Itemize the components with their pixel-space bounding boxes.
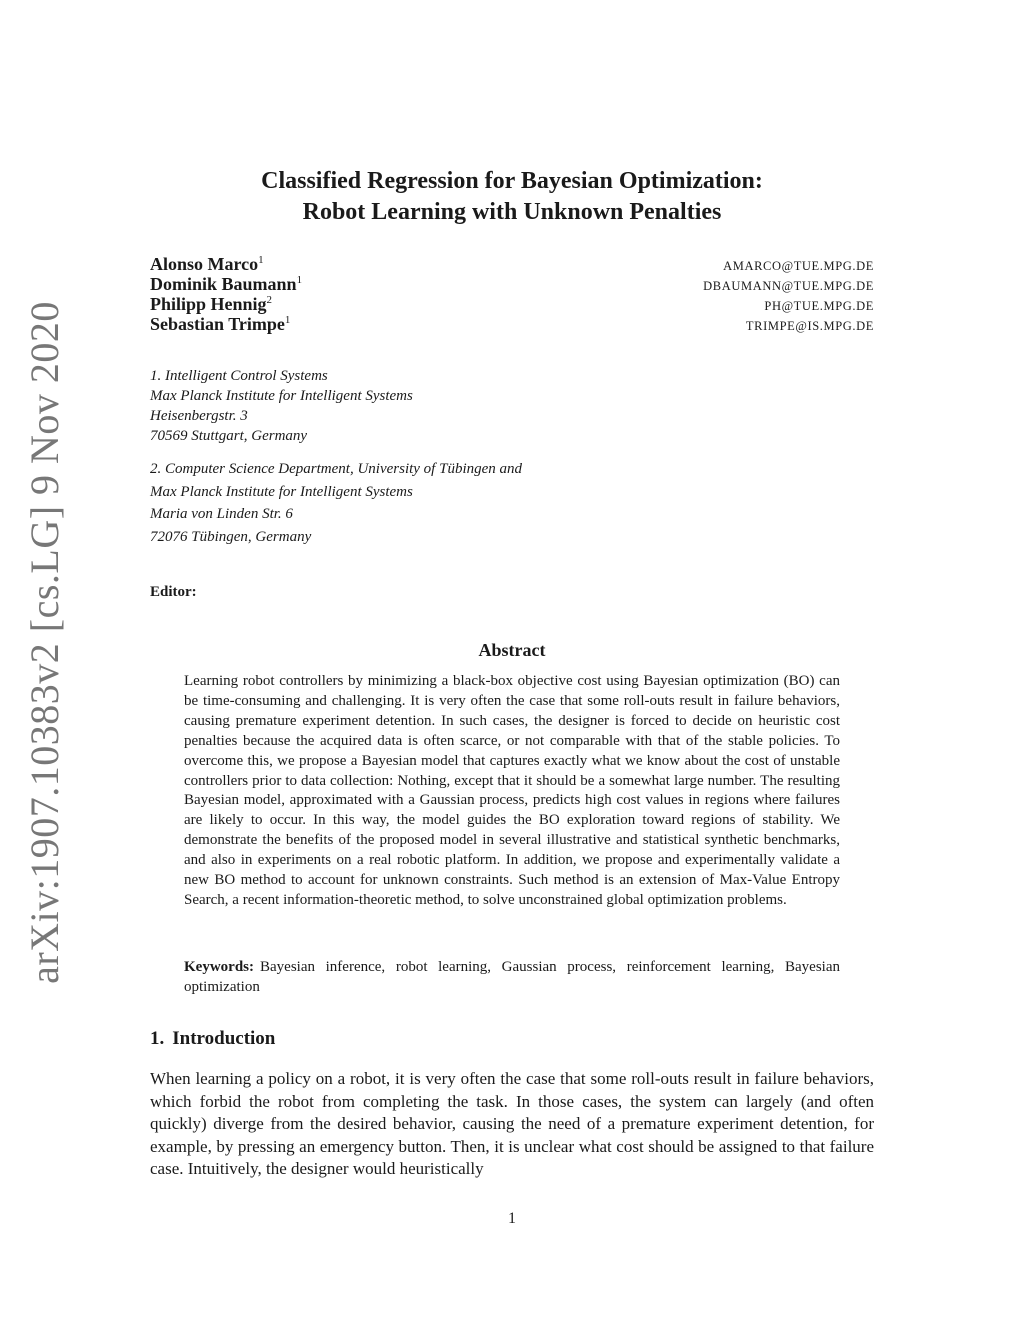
affiliation-2 [150, 458, 522, 548]
introduction-text: When learning a policy on a robot, it is very often the case that some roll-outs result in failure behaviors, which forbid the robot from completing the task. In those cases, the system can largely (and often quickly) diverge from the desired behavior, causing the need of a premature experiment detention, for example, by pressing an emergency button. Then, it is unclear what cost should be assigned to that failure case. Intuitively, the designer would heuristically [150, 1069, 874, 1179]
arxiv-identifier [8, 300, 80, 984]
section-number: 1. [150, 1028, 165, 1049]
affiliation-mark: 1 [284, 314, 291, 326]
author-email: PH@TUE.MPG.DE [764, 299, 874, 313]
title-line-2: Robot Learning with Unknown Penalties [302, 199, 722, 225]
abstract-heading: Abstract [478, 640, 546, 660]
author-email: DBAUMANN@TUE.MPG.DE [703, 279, 874, 293]
keywords [184, 957, 840, 997]
title-line-1: Classified Regression for Bayesian Optimization: [261, 168, 763, 194]
abstract-text: Learning robot controllers by minimizing a black-box objective cost using Bayesian optimization (BO) can be time-consuming and challenging. It is very often the case that some roll-outs result in failure behaviors, causing premature experiment detention. In such cases, the designer is forced to decide on heuristic cost penalties because the acquired data is often scarce, or not comparable with that of the stable policies. To overcome this, we propose a Bayesian model that captures exactly what we know about the cost of unstable controllers prior to data collection: Nothing, except that it should be a somewhat large number. The resulting Bayesian model, approximated with a Gaussian process, predicts high cost values in regions where failures are likely to occur. In this way, the model guides the BO exploration toward regions of stability. We demonstrate the benefits of the proposed model in several illustrative and statistical synthetic benchmarks, and also in experiments on a real robotic platform. In addition, we propose and experimentally validate a new BO method to account for unknown constraints. Such method is an extension of Max-Value Entropy Search, a recent information-theoretic method, to solve unconstrained global optimization problems. [184, 673, 840, 908]
author-row [150, 294, 874, 314]
affiliation-line: Maria von Linden Str. 6 [150, 506, 293, 522]
author-name: Philipp Hennig$^2$ [150, 294, 273, 314]
keywords-text: Bayesian inference, robot learning, Gaussian process, reinforcement learning, Bayesian optimization [184, 959, 840, 995]
author-email: TRIMPE@IS.MPG.DE [745, 319, 874, 333]
arxiv-identifier-text: arXiv:1907.10383v2 [cs.LG] 9 Nov 2020 [21, 300, 67, 984]
author-row [150, 274, 874, 294]
affiliation-line: 2. Computer Science Department, University of Tübingen and [150, 461, 523, 477]
affiliation-mark: 1 [258, 254, 264, 266]
section-title: Introduction [172, 1028, 276, 1049]
author-email: AMARCO@TUE.MPG.DE [723, 259, 874, 273]
author-name: Dominik Baumann$^1$ [150, 274, 303, 294]
affiliation-line: 1. Intelligent Control Systems [150, 368, 328, 384]
author-row [150, 314, 874, 334]
affiliation-line: Max Planck Institute for Intelligent Systems [150, 483, 413, 500]
keywords-label: Keywords: [184, 959, 254, 975]
affiliation-1 [150, 366, 413, 446]
editor-label: Editor: [150, 584, 197, 600]
affiliation-line: 70569 Stuttgart, Germany [150, 428, 308, 444]
affiliation-mark: 2 [266, 294, 273, 306]
affiliation-line: Max Planck Institute for Intelligent Systems [150, 388, 413, 404]
page-number: 1 [508, 1210, 516, 1227]
author-block [150, 254, 874, 334]
affiliation-mark: 1 [296, 274, 303, 286]
paper-title [150, 166, 874, 228]
author-name: Alonso Marco$^1$ [150, 254, 264, 274]
section-heading [150, 1028, 275, 1050]
affiliation-line: 72076 Tübingen, Germany [150, 528, 312, 545]
author-row [150, 254, 874, 274]
affiliation-line: Heisenbergstr. 3 [150, 408, 248, 424]
author-name: Sebastian Trimpe$^1$ [150, 314, 291, 334]
